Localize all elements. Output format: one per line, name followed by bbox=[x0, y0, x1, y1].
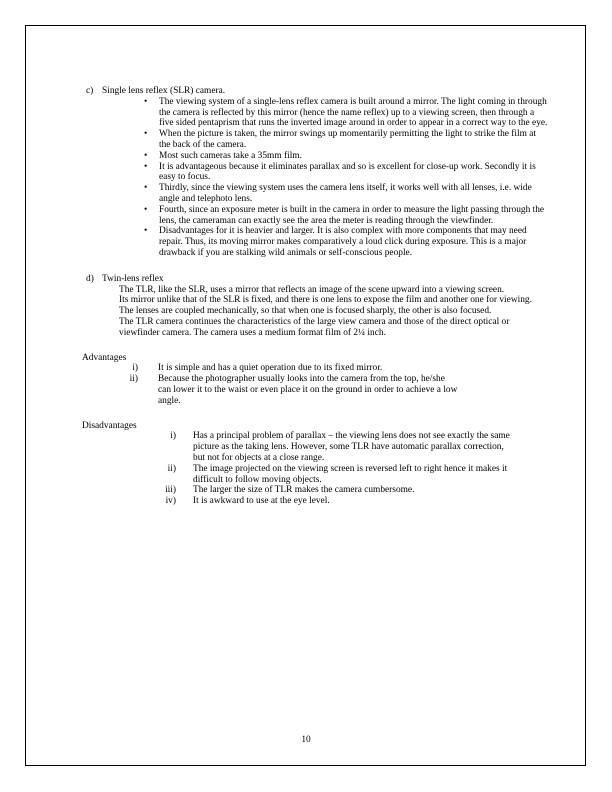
list-item bbox=[86, 464, 548, 486]
list-item bbox=[86, 431, 548, 463]
item-text: It is simple and has a quiet operation due to its fixed mirror. bbox=[158, 363, 383, 374]
list-item bbox=[86, 485, 548, 496]
section-label: d) bbox=[86, 273, 94, 284]
section-title: Twin-lens reflex bbox=[102, 273, 164, 284]
bullet-item: • It is advantageous because it eliminates parallax and so is excellent for close-up work. Secondly it is easy to focus. bbox=[144, 162, 548, 184]
item-number: iv) bbox=[165, 496, 176, 507]
section-label: c) bbox=[86, 86, 94, 96]
item-number: ii) bbox=[167, 463, 176, 474]
paragraph: The TLR camera continues the characteristics of the large view camera and those of the direct optical or viewfinder camera. The camera uses a medium format film of 2¼ inch. bbox=[119, 316, 510, 338]
bullet-list bbox=[86, 97, 548, 259]
item-number: ii) bbox=[129, 374, 138, 385]
paragraph: Its mirror unlike that of the SLR is fixed, and there is one lens to expose the film and another one for viewing. bbox=[119, 295, 532, 306]
item-number: i) bbox=[170, 431, 176, 442]
bullet-item: • Most such cameras take a 35mm film. bbox=[144, 151, 548, 162]
item-text: Has a principal problem of parallax – the viewing lens does not see exactly the same picture as the taking lens. However, some TLR have automatic parallax correction, but not for objects at a close range. bbox=[193, 431, 510, 463]
section-tlr bbox=[86, 274, 548, 339]
item-number: iii) bbox=[165, 485, 176, 496]
section-heading bbox=[86, 86, 548, 97]
section-title: Single lens reflex (SLR) camera. bbox=[102, 86, 226, 96]
bullet-item: • The viewing system of a single-lens reflex camera is built around a mirror. The light coming in through the camera is reflected by this mirror (hence the name reflex) up to a viewing screen, then through a five sided pentaprism that runs the inverted image around in order to appear in a correct way to the eye. bbox=[144, 97, 548, 129]
item-text: Because the photographer usually looks into the camera from the top, he/she can lower it to the waist or even place it on the ground in order to achieve a low angle. bbox=[158, 374, 458, 406]
paragraph: The lenses are coupled mechanically, so that when one is focused sharply, the other is also focused. bbox=[119, 306, 492, 317]
advantages-heading: Advantages bbox=[82, 352, 127, 363]
bullet-item: • Disadvantages for it is heavier and larger. It is also complex with more components that may need repair. Thus, its moving mirror makes comparatively a loud click during exposure. This is a major drawback if you are stalking wild animals or self-conscious people. bbox=[144, 226, 548, 258]
advantages-section bbox=[82, 352, 548, 407]
document-body bbox=[82, 86, 548, 507]
section-slr bbox=[86, 86, 548, 259]
page-number: 10 bbox=[301, 735, 311, 745]
item-number: i) bbox=[132, 363, 138, 374]
item-text: It is awkward to use at the eye level. bbox=[193, 496, 330, 507]
list-item bbox=[86, 374, 548, 406]
list-item bbox=[86, 363, 548, 374]
paragraph: The TLR, like the SLR, uses a mirror that reflects an image of the scene upward into a viewing screen. bbox=[119, 284, 505, 295]
bullet-item: • When the picture is taken, the mirror swings up momentarily permitting the light to strike the film at the back of the camera. bbox=[144, 129, 548, 151]
bullet-item: • Fourth, since an exposure meter is built in the camera in order to measure the light passing through the lens, the cameraman can exactly see the area the meter is reading through the viewfinder. bbox=[144, 205, 548, 227]
section-heading bbox=[86, 274, 548, 285]
list-item bbox=[86, 496, 548, 507]
item-text: The image projected on the viewing screen is reversed left to right hence it makes it difficult to follow moving objects. bbox=[193, 463, 508, 485]
advantages-list bbox=[86, 363, 548, 406]
disadvantages-section bbox=[82, 420, 548, 507]
section-body bbox=[86, 285, 548, 339]
disadvantages-list bbox=[86, 431, 548, 507]
disadvantages-heading: Disadvantages bbox=[82, 420, 137, 431]
item-text: The larger the size of TLR makes the camera cumbersome. bbox=[193, 485, 415, 496]
bullet-item: • Thirdly, since the viewing system uses the camera lens itself, it works well with all lenses, i.e. wide angle and telephoto lens. bbox=[144, 183, 548, 205]
